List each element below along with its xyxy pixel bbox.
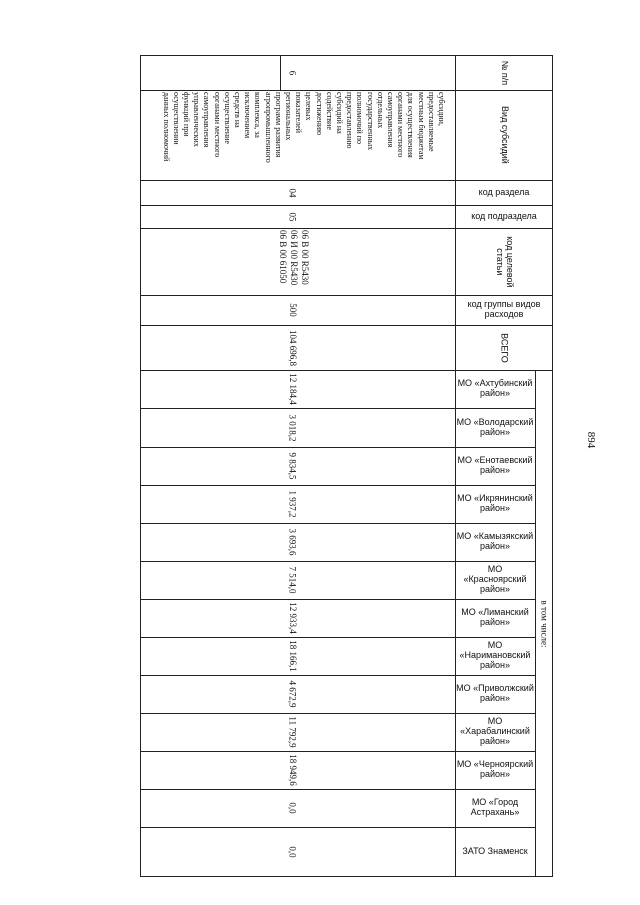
description-line: целевых — [304, 92, 314, 121]
header-including: в том числе: — [539, 600, 550, 647]
district-krasnoyarsky: МО «Красноярский район» — [463, 564, 527, 594]
row-target-codes — [268, 228, 318, 295]
value-privolzhsky: 4 672,9 — [287, 680, 298, 708]
district-privolzhsky: МО «Приволжский район» — [456, 683, 534, 703]
district-zato-znamensk: ЗАТО Знаменск — [462, 846, 528, 857]
value-volodarsky: 3 018,2 — [287, 414, 298, 441]
district-ikryaninsky: МО «Икрянинский район» — [457, 493, 533, 513]
value-enotaevsky: 9 834,5 — [287, 452, 298, 480]
description-line: осуществление — [222, 92, 232, 144]
district-kamyzyaksky: МО «Камызякский район» — [456, 531, 534, 551]
page-number: 894 — [585, 431, 597, 449]
description-line: предоставлению — [345, 92, 355, 149]
header-subsidy-type: Вид субсидий — [499, 106, 510, 164]
description-line: субсидии, — [437, 92, 446, 126]
description-line: полномочий по — [355, 92, 365, 145]
value-kharabalinsky: 11 792,9 — [287, 716, 298, 748]
value-limansky: 12 933,4 — [287, 602, 298, 634]
district-narimanovsky: МО «Наримановский район» — [459, 640, 531, 670]
value-chernoyarsky: 18 949,6 — [287, 754, 298, 786]
description-line: органами местного — [212, 92, 222, 158]
value-narimanovsky: 18 166,1 — [287, 640, 298, 672]
district-limansky: МО «Лиманский район» — [461, 607, 529, 627]
district-chernoyarsky: МО «Черноярский район» — [456, 759, 534, 779]
description-line: данных полномочий — [161, 92, 171, 162]
header-number: № п/п — [499, 60, 510, 85]
subsidy-table — [140, 55, 553, 877]
description-line: содействие — [324, 92, 334, 130]
value-zato-znamensk: 0,0 — [287, 846, 298, 858]
header-expense-group: код группы видов расходов — [467, 299, 541, 319]
district-kharabalinsky: МО «Харабалинский район» — [460, 716, 530, 746]
description-line: достижению — [314, 92, 324, 136]
value-akhtubinsky: 12 184,4 — [287, 373, 298, 405]
value-ikryaninsky: 1 937,2 — [287, 490, 298, 518]
description-line: региональных — [284, 92, 293, 141]
district-akhtubinsky: МО «Ахтубинский район» — [457, 378, 533, 398]
value-kamyzyaksky: 3 693,6 — [287, 528, 298, 556]
description-line: государственных — [365, 92, 375, 151]
district-astrakhan-city: МО «Город Астрахань» — [470, 797, 520, 817]
description-line: предоставляемые — [426, 92, 436, 152]
target-code-1: 06 В 00 R5430 — [300, 230, 310, 285]
row-description — [140, 90, 455, 180]
description-line: комплекса, за — [253, 92, 263, 138]
district-volodarsky: МО «Володарский район» — [456, 416, 534, 437]
row-subsection-code: 05 — [287, 212, 298, 221]
description-line: органами местного — [396, 92, 406, 158]
header-subsection-code: код подраздела — [471, 210, 537, 221]
description-line: субсидий на — [335, 92, 344, 134]
row-expense-group: 500 — [287, 303, 298, 317]
description-line: программ развития — [273, 92, 283, 158]
description-line: средств на — [233, 92, 242, 128]
description-line: управленческих — [192, 92, 202, 147]
value-krasnoyarsky: 7 514,0 — [287, 566, 298, 594]
value-astrakhan-city: 0,0 — [287, 802, 298, 814]
target-code-2: 06 И 00 R5430 — [289, 230, 299, 286]
description-line: отдельных — [375, 92, 385, 129]
description-line: осуществлении — [171, 92, 181, 145]
description-line: самоуправления — [202, 92, 212, 148]
description-line: исключением — [243, 92, 253, 139]
row-number: 6 — [287, 70, 298, 75]
row-section-code: 04 — [287, 188, 298, 197]
description-line: для осуществления — [406, 92, 416, 158]
target-code-3: 06 В 00 61050 — [278, 230, 288, 284]
header-total: ВСЕГО — [499, 332, 510, 363]
description-line: функций при — [182, 92, 191, 137]
description-line: показателей — [294, 92, 304, 133]
header-section-code: код раздела — [478, 186, 530, 197]
header-target-code: код целевой статьи — [495, 235, 515, 288]
row-total: 104 696,8 — [287, 329, 298, 366]
description-line: самоуправления — [386, 92, 395, 148]
district-enotaevsky: МО «Енотаевский район» — [457, 455, 533, 475]
description-line: местным бюджетам — [416, 92, 426, 160]
description-line: агропромышленного — [263, 92, 273, 163]
